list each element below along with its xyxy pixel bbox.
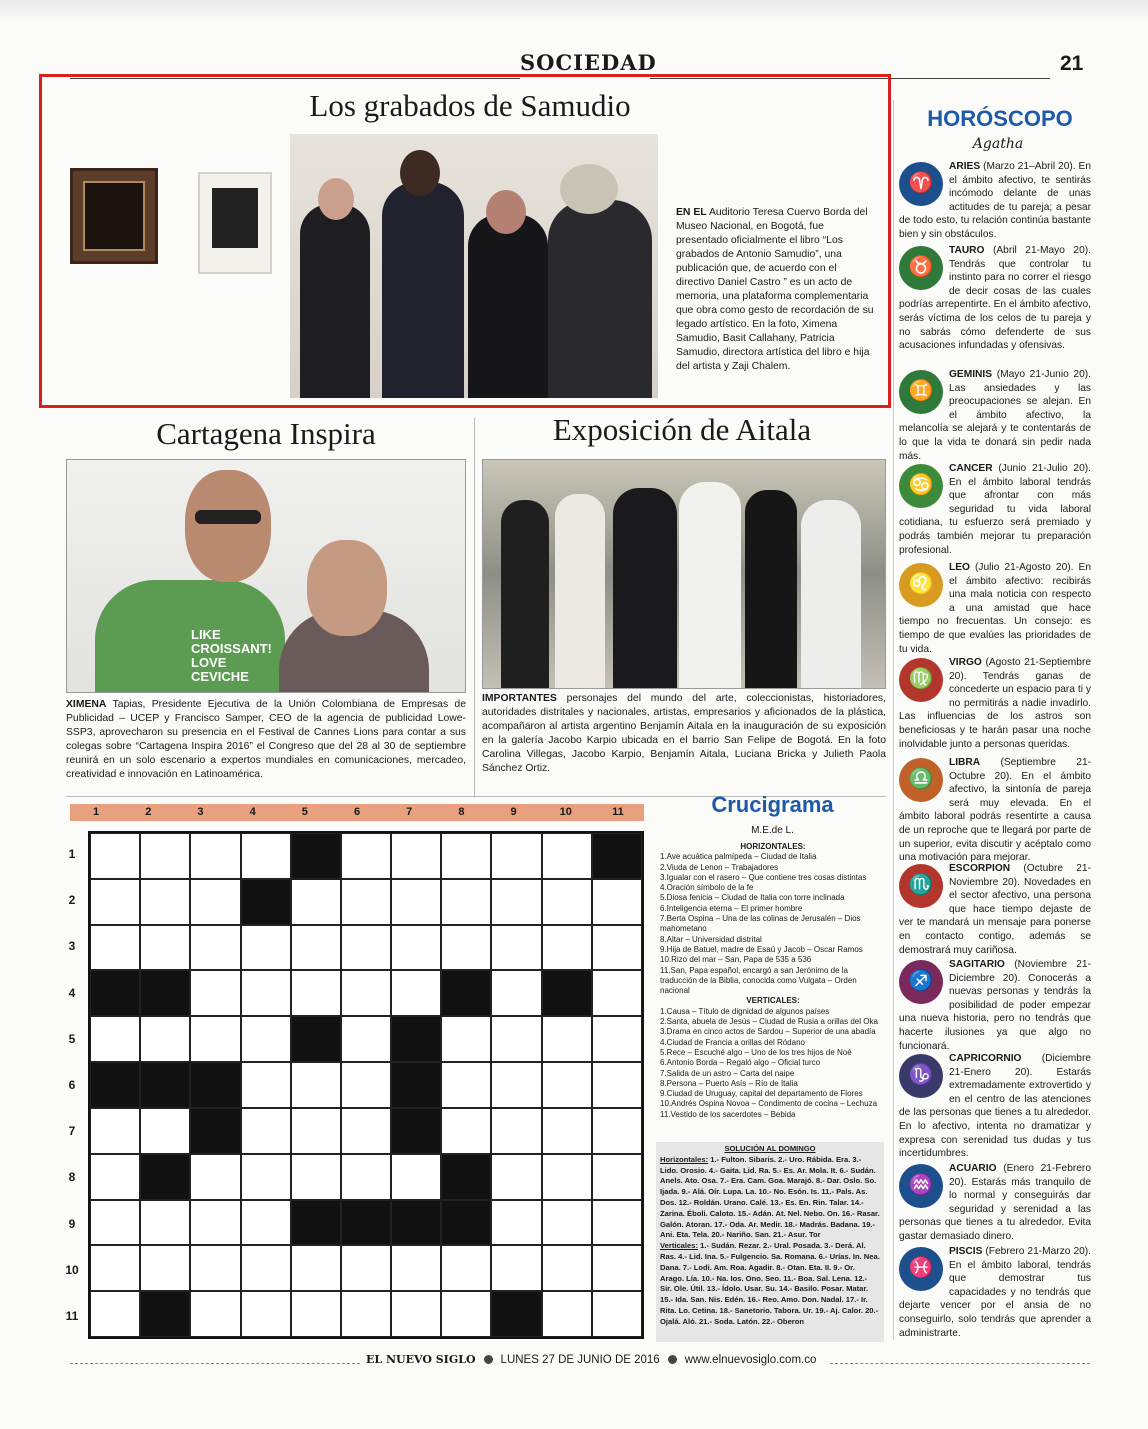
crossword-cell[interactable] <box>441 1016 491 1062</box>
sign-dates: (Diciembre 21-Enero 20). <box>949 1053 1091 1078</box>
crossword-cell[interactable] <box>241 925 291 971</box>
shirt-text-1: LIKE <box>191 627 221 642</box>
horoscope-sign-libra <box>899 756 1091 865</box>
crossword-clue: 4.Oración símbolo de la fe <box>660 883 754 893</box>
crossword-cell[interactable] <box>441 833 491 879</box>
twins-icon: ♊ <box>899 370 943 414</box>
crossword-column-number: 8 <box>458 806 465 818</box>
crossword-cell[interactable] <box>441 1291 491 1337</box>
sign-text: Tendrás que controlar tu instinto para no correr el riesgo de decir cosas de las cuales podrías arrepentirte. En el ámbito afectivo, serás víctima de los celos de tu pareja y no sabrás cómo defenderte de sus acusaciones infundadas y ofensivas. <box>899 258 1091 352</box>
fish-icon: ♓ <box>899 1247 943 1291</box>
framed-print-right <box>198 172 272 274</box>
top-scan-band <box>0 0 1148 22</box>
crossword-solution <box>656 1142 884 1342</box>
crossword-cell[interactable] <box>90 1016 140 1062</box>
crossword-cell[interactable] <box>542 879 592 925</box>
crossword-cell[interactable] <box>190 970 240 1016</box>
crossword-black-cell <box>140 970 190 1016</box>
crossword-column-number: 2 <box>145 806 152 818</box>
crossword-row-number: 11 <box>65 1308 79 1323</box>
sign-name: ARIES <box>949 161 981 172</box>
goat-icon: ♑ <box>899 1054 943 1098</box>
sign-dates: (Julio 21-Agosto 20). <box>969 562 1074 573</box>
crossword-clue: 8.Altar – Universidad distrital <box>660 934 762 944</box>
crossword-cell[interactable] <box>592 1245 642 1291</box>
crossword-black-cell <box>441 1154 491 1200</box>
crossword-cell[interactable] <box>592 1200 642 1246</box>
crossword-cell[interactable] <box>90 1200 140 1246</box>
crossword-column-number: 3 <box>197 806 204 818</box>
virgin-icon: ♍ <box>899 658 943 702</box>
crossword-clue: 7.Salida de un astro – Carta del naipe <box>660 1068 795 1078</box>
crossword-cell[interactable] <box>491 925 541 971</box>
sign-text: En el ámbito afectivo, te sentirás incómodo delante de unas actitudes de tu pareja; a pesar de todo esto, tu relación continúa bastante bien y sin obstáculos. <box>899 161 1092 240</box>
cartagena-caption <box>66 698 466 782</box>
crossword-cell[interactable] <box>592 1291 642 1337</box>
crossword-clue: 3.Igualar con el rasero – Que contiene tres cosas distintas <box>660 872 867 882</box>
horoscope-sign-cancer <box>899 462 1091 557</box>
column-divider <box>474 418 475 798</box>
crossword-cell[interactable] <box>542 1200 592 1246</box>
aitala-caption <box>482 692 886 776</box>
crossword-cell[interactable] <box>592 1108 642 1154</box>
crossword-cell[interactable] <box>441 1062 491 1108</box>
crossword-cell[interactable] <box>391 925 441 971</box>
crossword-cell[interactable] <box>341 1245 391 1291</box>
sign-dates: (Noviembre 21-Diciembre 20). <box>949 959 1091 984</box>
crossword-title: Crucigrama <box>711 792 834 817</box>
cartagena-caption-lead: XIMENA <box>66 699 107 710</box>
sign-name: VIRGO <box>949 657 982 668</box>
section-title: SOCIEDAD <box>520 50 657 75</box>
aitala-caption-lead: IMPORTANTES <box>482 693 557 704</box>
crossword-cell[interactable] <box>291 1245 341 1291</box>
crossword-cell[interactable] <box>592 879 642 925</box>
crossword-cell[interactable] <box>341 970 391 1016</box>
horoscope-sign-piscis <box>899 1245 1091 1340</box>
crossword-clue: 9.Ciudad de Uruguay, capital del departamento de Flores <box>660 1089 863 1099</box>
crossword-cell[interactable] <box>241 1245 291 1291</box>
crossword-cell[interactable] <box>190 1291 240 1337</box>
sign-name: SAGITARIO <box>949 959 1005 970</box>
crossword-cell[interactable] <box>140 925 190 971</box>
crossword-cell[interactable] <box>441 925 491 971</box>
crossword-clue: 10.Rizo del mar – San, Papa de 535 a 536 <box>660 955 812 965</box>
crossword-cell[interactable] <box>542 1154 592 1200</box>
sign-dates: (Septiembre 21-Octubre 20). <box>949 757 1091 782</box>
crossword-cell[interactable] <box>592 1062 642 1108</box>
crossword-clue: 3.Drama en cinco actos de Sardou – Superior de una abadía <box>660 1027 876 1037</box>
crossword-cell[interactable] <box>291 1108 341 1154</box>
crossword-cell[interactable] <box>190 925 240 971</box>
crossword-black-cell <box>491 1291 541 1337</box>
solution-v-label: Verticales: <box>660 1241 698 1251</box>
crossword-black-cell <box>90 1062 140 1108</box>
footer-rule-left <box>70 1363 360 1365</box>
crossword-cell[interactable] <box>542 1291 592 1337</box>
crossword-black-cell <box>291 1016 341 1062</box>
crossword-cell[interactable] <box>491 1245 541 1291</box>
crossword-cell[interactable] <box>391 1245 441 1291</box>
crossword-black-cell <box>391 1200 441 1246</box>
horoscope-author: Agatha <box>972 136 1024 152</box>
crossword-cell[interactable] <box>592 970 642 1016</box>
crossword-black-cell <box>391 1016 441 1062</box>
crossword-black-cell <box>592 833 642 879</box>
sign-text: Estarás extremadamente extrovertido y en el centro de las atenciones de las personas que tienes a tu alrededor. En lo afectivo, intenta no dramatizar y expresa con serenidad tus dudas y tus incertidumbres. <box>899 1066 1092 1160</box>
crossword-cell[interactable] <box>291 925 341 971</box>
sign-name: CAPRICORNIO <box>949 1053 1022 1064</box>
crossword-cell[interactable] <box>90 1245 140 1291</box>
sign-text: En el ámbito afectivo, la sintonía de pareja será muy elevada. En el ámbito laboral podrás resentirte a causa de un reproche que te llegará por parte de un superior, evita discutir y acéptalo como una motivación para mejorar. <box>899 770 1091 864</box>
crossword-cell[interactable] <box>341 1154 391 1200</box>
sign-dates: (Junio 21-Julio 20). <box>992 463 1091 474</box>
crossword-black-cell <box>441 1200 491 1246</box>
crossword-cell[interactable] <box>291 1062 341 1108</box>
crossword-column-number: 7 <box>406 806 413 818</box>
samudio-group-photo <box>290 134 658 398</box>
crossword-cell[interactable] <box>190 1016 240 1062</box>
crossword-column-number: 10 <box>559 806 572 818</box>
crossword-cell[interactable] <box>190 833 240 879</box>
lion-icon: ♌ <box>899 563 943 607</box>
crossword-cell[interactable] <box>341 833 391 879</box>
samudio-headline: Los grabados de Samudio <box>309 88 631 123</box>
crossword-clue: 1.Causa – Título de dignidad de algunos países <box>660 1006 830 1016</box>
crossword-cell[interactable] <box>341 1062 391 1108</box>
crossword-cell[interactable] <box>190 879 240 925</box>
crossword-cell[interactable] <box>491 1016 541 1062</box>
crossword-cell[interactable] <box>241 1016 291 1062</box>
crossword-black-cell <box>341 1200 391 1246</box>
crossword-clue: 2.Viuda de Lenon – Trabajadores <box>660 862 779 872</box>
crossword-column-number: 9 <box>510 806 517 818</box>
crossword-black-cell <box>291 833 341 879</box>
cartagena-headline: Cartagena Inspira <box>156 416 376 451</box>
crossword-black-cell <box>391 1062 441 1108</box>
crossword-cell[interactable] <box>291 970 341 1016</box>
shirt-text-2: CROISSANT! <box>191 641 272 656</box>
crossword-cell[interactable] <box>542 1108 592 1154</box>
solution-title: SOLUCIÓN AL DOMINGO <box>724 1144 816 1153</box>
crossword-row-number: 3 <box>68 939 76 954</box>
crossword-clues <box>660 842 886 1120</box>
crossword-column-number: 5 <box>301 806 308 818</box>
crossword-cell[interactable] <box>140 1108 190 1154</box>
crossword-column-numbers <box>70 804 644 821</box>
horoscope-title: HORÓSCOPO <box>927 106 1073 131</box>
horoscope-sign-sagitario <box>899 958 1091 1053</box>
crossword-column-number: 4 <box>249 806 256 818</box>
crossword-black-cell <box>190 1062 240 1108</box>
crossword-cell[interactable] <box>491 1200 541 1246</box>
crossword-cell[interactable] <box>491 970 541 1016</box>
horoscope-sign-acuario <box>899 1162 1091 1244</box>
archer-icon: ♐ <box>899 960 943 1004</box>
scales-icon: ♎ <box>899 758 943 802</box>
sign-text: Conocerás a nuevas personas y tendrás la posibilidad de poder empezar una nueva historia, pero no tendrás que hacerte ilusiones ya que algo no funcionará. <box>899 972 1091 1052</box>
crossword-cell[interactable] <box>542 1016 592 1062</box>
crossword-clue: 6.Antonio Borda – Regaló algo – Oficial turco <box>660 1058 821 1068</box>
crossword-cell[interactable] <box>441 1108 491 1154</box>
solution-h-text: 1.- Fulton. Sibaris. 2.- Uro. Rábida. Era. 3.- Lido. Orosio. 4.- Gaita. Lid. Ra. 5.- Es. Ar. Mola. It. 6.- Sudán. Anels. Ato. Osa. 7.- Era. Cam. Goa. Marajó. 8.- Dar. Oslo. So. Ijada. 9.- Alá. Oír. Lupa. La. 10.- No. Esón. Is. 11.- Pals. As. Dos. 12.- Roldán. Urano. Calé. 13.- Es. En. Rin. Talar. 14.- Zarina. Éboli. Caloto. 15.- Adán. At. Nel. Nebo. On. 16.- Rasar. Galón. Atoran. 17.- Oda. Ar. Medir. 18.- Madrás. Badana. 19.- Ani. Eta. Tela. 20.- Nariño. San. 21.- Asur. Tor <box>660 1154 880 1240</box>
crossword-cell[interactable] <box>241 1291 291 1337</box>
crossword-cell[interactable] <box>241 1062 291 1108</box>
sign-dates: (Agosto 21-Septiembre 20). <box>949 657 1091 682</box>
crossword-cell[interactable] <box>491 879 541 925</box>
crossword-clue: 7.Berta Ospina – Una de las colinas de Jerusalén – Dios mahometano <box>660 914 861 934</box>
sign-text: Las ansiedades y las preocupaciones se alejan. En el ámbito afectivo, la melancolía se alejará y te contentarás de lo que la vida te donará sin pedir nada más. <box>899 382 1091 462</box>
crossword-cell[interactable] <box>391 1154 441 1200</box>
crossword-clue: 4.Ciudad de Francia a orillas del Ródano <box>660 1037 805 1047</box>
crossword-column-number: 6 <box>353 806 361 818</box>
solution-h-label: Horizontales: <box>660 1154 709 1164</box>
framed-print-left <box>70 168 158 264</box>
sign-dates: (Marzo 21–Abril 20). <box>980 161 1076 172</box>
page-number: 21 <box>1060 52 1084 75</box>
sign-name: GEMINIS <box>949 369 993 380</box>
crossword-cell[interactable] <box>441 1245 491 1291</box>
crossword-cell[interactable] <box>90 879 140 925</box>
sign-name: LIBRA <box>949 757 981 768</box>
crossword-row-number: 2 <box>68 893 76 908</box>
crossword-row-number: 7 <box>68 1124 76 1139</box>
crossword-cell[interactable] <box>341 879 391 925</box>
sign-dates: (Febrero 21-Marzo 20). <box>982 1246 1091 1257</box>
crossword-black-cell <box>140 1154 190 1200</box>
crossword-cell[interactable] <box>592 1016 642 1062</box>
crossword-cell[interactable] <box>291 1291 341 1337</box>
sign-text: En el ámbito laboral tendrás que afrontar con más seguridad tu vida laboral cotidiana, tu esfuerzo será premiado y podrás también mejorar tu preparación profesional. <box>899 476 1091 556</box>
sign-name: LEO <box>949 562 970 573</box>
crossword-cell[interactable] <box>391 1291 441 1337</box>
crossword-cell[interactable] <box>341 1108 391 1154</box>
horizontales-heading: HORIZONTALES: <box>740 842 806 851</box>
sign-text: Novedades en el sector afectivo, una persona que hace tiempo dejaste de ver te mandará un mensaje para ponerse en contacto contigo, además se demostrará muy cariñosa. <box>899 876 1091 956</box>
crossword-row-number: 1 <box>68 847 76 862</box>
horoscope-sign-capricornio <box>899 1052 1091 1161</box>
sign-name: ACUARIO <box>949 1163 997 1174</box>
horoscope-divider <box>893 100 894 1340</box>
footer-url: www.elnuevosiglo.com.co <box>684 1353 817 1366</box>
sign-text: Tendrás ganas de concederte un espacio para ti y no permitirás a nadie invadirlo. Las influencias de los astros son beneficiosas y te harán pasar una noche inolvidable junto a personas queridas. <box>899 670 1091 750</box>
crossword-clue: 11.Vestido de los sacerdotes – Bebida <box>660 1109 796 1119</box>
sign-text: En el ámbito afectivo: recibirás una mala noticia con respecto a una amistad que hace tiempo no frecuentas. Un consejo: es tiempo de que evalúes las prioridades de tu vida. <box>899 562 1091 655</box>
crossword-grid <box>88 831 644 1339</box>
sign-name: CANCER <box>949 463 993 474</box>
crossword-cell[interactable] <box>241 833 291 879</box>
crossword-cell[interactable] <box>190 1154 240 1200</box>
crossword-cell[interactable] <box>592 925 642 971</box>
horoscope-sign-leo <box>899 561 1091 656</box>
bull-icon: ♉ <box>899 246 943 290</box>
crossword-cell[interactable] <box>391 833 441 879</box>
crossword-clue: 2.Santa, abuela de Jesús – Ciudad de Rusia a orillas del Oka <box>660 1017 878 1027</box>
crossword-cell[interactable] <box>140 833 190 879</box>
footer-dot-icon <box>668 1355 677 1364</box>
crossword-black-cell <box>441 970 491 1016</box>
crossword-cell[interactable] <box>140 1016 190 1062</box>
sign-text: Estarás más tranquilo de lo normal y conseguirás dar seguridad y serenidad a las personas que tienes a tu alrededor. Evita gastar demasiado dinero. <box>899 1176 1091 1242</box>
crossword-clue: 1.Ave acuática palmípeda – Ciudad de Italia <box>660 852 817 862</box>
sign-dates: (Mayo 21-Junio 20). <box>992 369 1091 380</box>
shirt-text-3: LOVE <box>191 655 227 670</box>
crossword-black-cell <box>391 1108 441 1154</box>
crossword-column-number: 1 <box>93 806 100 818</box>
crossword-cell[interactable] <box>341 1291 391 1337</box>
crossword-author: M.E.de L. <box>751 825 794 836</box>
crossword-black-cell <box>140 1291 190 1337</box>
crossword-cell[interactable] <box>542 833 592 879</box>
crossword-cell[interactable] <box>241 1108 291 1154</box>
footer-paper: EL NUEVO SIGLO <box>366 1353 476 1366</box>
crossword-black-cell <box>190 1108 240 1154</box>
crossword-cell[interactable] <box>391 970 441 1016</box>
horoscope-sign-escorpion <box>899 862 1091 957</box>
horoscope-sign-geminis <box>899 368 1091 463</box>
crossword-row-number: 5 <box>68 1031 76 1046</box>
crossword-row-number: 6 <box>68 1078 76 1093</box>
crossword-clue: 5.Rece – Escuché algo – Uno de los tres hijos de Noé <box>660 1047 852 1057</box>
horoscope-sign-aries <box>899 160 1091 242</box>
crossword-clue: 5.Diosa fenicia – Ciudad de Italia con torre inclinada <box>660 893 845 903</box>
crossword-cell[interactable] <box>90 925 140 971</box>
crossword-cell[interactable] <box>140 1200 190 1246</box>
crossword-cell[interactable] <box>90 1154 140 1200</box>
cartagena-caption-text: Tapias, Presidente Ejecutiva de la Unión Colombiana de Empresas de Publicidad – UCEP y Francisco Samper, CEO de la agencia de publicidad Lowe-SSP3, aprovecharon su presencia en el Festival de Cannes Lions para contar a sus colegas sobre “Cartagena Inspira 2016” el Congreso que del 28 al 30 de septiembre reunirá en un solo escenario a expertos mundiales en comunicaciones, mercadeo, creatividad e innovación en Latinoamérica. <box>66 699 466 780</box>
crossword-black-cell <box>241 879 291 925</box>
crossword-cell[interactable] <box>491 1154 541 1200</box>
sign-dates: (Enero 21-Febrero 20). <box>949 1163 1091 1188</box>
crossword-cell[interactable] <box>140 1245 190 1291</box>
footer-dot-icon <box>484 1355 493 1364</box>
scorpion-icon: ♏ <box>899 864 943 908</box>
aitala-group-photo <box>482 459 886 689</box>
crossword-black-cell <box>542 970 592 1016</box>
sign-name: PISCIS <box>949 1246 983 1257</box>
crossword-cell[interactable] <box>241 1200 291 1246</box>
crossword-cell[interactable] <box>542 925 592 971</box>
crossword-cell[interactable] <box>90 1108 140 1154</box>
solution-v-text: 1.- Sudán. Rezar. 2.- Ural. Posada. 3.- Derá. Al. Ras. 4.- Lid. Ina. 5.- Fulgencio. Sa. Romana. 6.- Urías. In. Nea. Dana. 7.- Lodi. Am. Roa. Agadir. 8.- Otan. Eta. II. 9.- Or. Arago. Lía. 10.- Na. Ios. Ono. Seo. 11.- Boa. Sal. Lena. 12.- Sir. Ole. Útil. 13.- Ídolo. Usar. Su. 14.- Basilo. Posar. Matar. 15.- Ida. San. Nis. Edén. 16.- Reo. Amo. Don. Nadal. 17.- Ir. Rita. Lo. Cetina. 18.- Sanetorio. Tabora. Ur. 19.- Aj. Calor. 20.- Ojalá. Aló. 21.- Soda. Latón. 22.- Oberon <box>660 1241 880 1326</box>
shirt-text-4: CEVICHE <box>191 669 249 684</box>
crossword-cell[interactable] <box>90 1291 140 1337</box>
samudio-caption-text: Auditorio Teresa Cuervo Borda del Museo Nacional, en Bogotá, fue presentado oficialmente el libro “Los grabados de Antonio Samudio”, una publicación que, de acuerdo con el directivo Daniel Castro ” es un acto de memoria, una plataforma complementaria que obra como gesto de recordación de su legado artístico. En la foto, Ximena Samudio, Basit Callahany, Patricia Samudio, directora artística del libro e hija del artista y Zaji Chalem. <box>676 207 874 372</box>
sign-text: En el ámbito laboral, tendrás que demostrar tus capacidades y no tendrás que dejarte vencer por el ansia de no conseguirlo, solo tendrás que aprender a administrarte. <box>899 1259 1091 1339</box>
sign-dates: (Abril 21-Mayo 20). <box>984 245 1091 256</box>
samudio-caption <box>676 206 874 374</box>
crossword-black-cell <box>140 1062 190 1108</box>
crossword-row-numbers <box>60 831 84 1339</box>
footer-rule-right <box>830 1363 1090 1365</box>
crossword-black-cell <box>90 970 140 1016</box>
crab-icon: ♋ <box>899 464 943 508</box>
samudio-caption-lead: EN EL <box>676 207 707 218</box>
aitala-headline: Exposición de Aitala <box>552 412 812 447</box>
sign-name: ESCORPION <box>949 863 1011 874</box>
crossword-cell[interactable] <box>491 1108 541 1154</box>
crossword-clue: 9.Hija de Batuel, madre de Esaú y Jacob – Oscar Ramos <box>660 944 863 954</box>
footer <box>366 1353 826 1366</box>
crossword-clue: 11.San, Papa español, encargó a san Jerónimo de la traducción de la Biblia, conocida como Vulgata – Orden nacional <box>660 965 857 996</box>
crossword-cell[interactable] <box>341 1016 391 1062</box>
crossword-cell[interactable] <box>341 925 391 971</box>
crossword-cell[interactable] <box>542 1062 592 1108</box>
crossword-cell[interactable] <box>291 879 341 925</box>
crossword-column-number: 11 <box>612 806 624 818</box>
crossword-cell[interactable] <box>241 1154 291 1200</box>
crossword-clue: 6.Inteligencia eterna – El primer hombre <box>660 903 803 913</box>
sign-dates: (Octubre 21-Noviembre 20). <box>949 863 1091 888</box>
crossword-row-number: 10 <box>65 1262 79 1277</box>
horoscope-sign-virgo <box>899 656 1091 751</box>
crossword-cell[interactable] <box>542 1245 592 1291</box>
crossword-clue: 10.Andrés Ospina Novoa – Condimento de cocina – Lechuza <box>660 1099 878 1109</box>
crossword-cell[interactable] <box>391 879 441 925</box>
crossword-cell[interactable] <box>90 833 140 879</box>
crossword-cell[interactable] <box>190 1200 240 1246</box>
crossword-row-number: 4 <box>68 985 76 1000</box>
crossword-cell[interactable] <box>291 1154 341 1200</box>
crossword-cell[interactable] <box>241 970 291 1016</box>
ram-icon: ♈ <box>899 162 943 206</box>
crossword-row-number: 9 <box>68 1216 76 1231</box>
sign-name: TAURO <box>949 245 985 256</box>
crossword-cell[interactable] <box>190 1245 240 1291</box>
crossword-cell[interactable] <box>140 879 190 925</box>
water-bearer-icon: ♒ <box>899 1164 943 1208</box>
crossword-black-cell <box>291 1200 341 1246</box>
footer-date: LUNES 27 DE JUNIO DE 2016 <box>500 1353 660 1366</box>
cartagena-photo <box>66 459 466 693</box>
crossword-row-number: 8 <box>68 1170 76 1185</box>
crossword-cell[interactable] <box>491 833 541 879</box>
horoscope-sign-tauro <box>899 244 1091 353</box>
verticales-heading: VERTICALES: <box>746 996 800 1006</box>
crossword-cell[interactable] <box>592 1154 642 1200</box>
aitala-caption-text: personajes del mundo del arte, coleccionistas, historiadores, autoridades distritales y nacionales, artistas, empresarios y aficionados de la plástica, acompañaron al artista argentino Benjamín Aitala en la inauguración de su exposición en la galería Jacobo Karpio ubicada en el barrio San Felipe de Bogotá. En la foto Carolina Villegas, Jacobo Karpio, Benjamín Aitala, Luciana Bricka y Julieth Paola Sánchez Ortiz. <box>482 693 886 774</box>
crossword-clue: 8.Persona – Puerto Asís – Río de Italia <box>660 1078 798 1088</box>
crossword-cell[interactable] <box>441 879 491 925</box>
crossword-cell[interactable] <box>491 1062 541 1108</box>
